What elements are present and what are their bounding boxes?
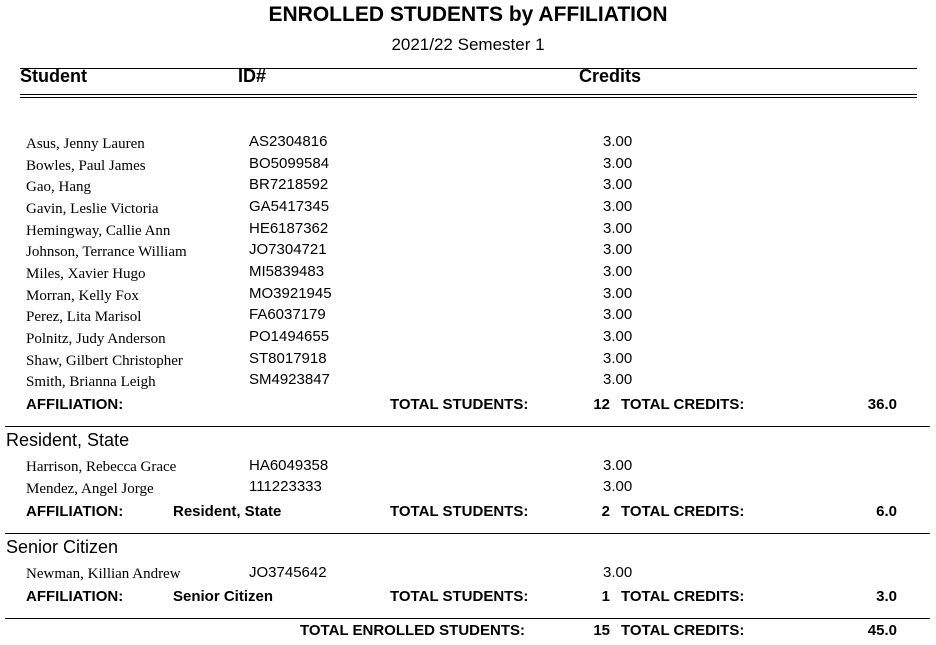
student-id: HE6187362 [249,220,329,237]
student-credits: 3.00 [603,457,633,474]
grand-total-credits-value: 45.0 [867,622,897,639]
student-credits: 3.00 [603,564,633,581]
total-credits-value: 36.0 [867,396,897,413]
student-credits: 3.00 [603,133,633,150]
total-students-value: 2 [601,503,610,520]
student-credits: 3.00 [603,328,633,345]
report-subtitle: 2021/22 Semester 1 [391,35,545,54]
total-credits-label: TOTAL CREDITS: [621,396,745,413]
group-divider [5,533,930,534]
affiliation-value: Resident, State [173,503,282,520]
student-credits: 3.00 [603,306,633,323]
student-name: Bowles, Paul James [26,158,146,174]
column-header-id: ID# [238,66,267,86]
student-credits: 3.00 [603,176,633,193]
student-id: BO5099584 [249,155,330,172]
group-heading: Senior Citizen [6,537,119,557]
student-id: ST8017918 [249,350,327,367]
student-credits: 3.00 [603,478,633,495]
group-divider [5,426,930,427]
total-credits-label: TOTAL CREDITS: [621,503,745,520]
total-enrolled-label: TOTAL ENROLLED STUDENTS: [300,622,525,639]
student-id: BR7218592 [249,176,329,193]
student-credits: 3.00 [603,371,633,388]
student-credits: 3.00 [603,241,633,258]
student-id: 111223333 [249,478,322,495]
grand-total-divider [5,618,930,619]
header-bottom-rule-2 [20,97,917,98]
student-name: Morran, Kelly Fox [26,288,139,304]
total-students-label: TOTAL STUDENTS: [390,396,529,413]
group-heading: Resident, State [6,430,130,450]
student-name: Gavin, Leslie Victoria [26,201,159,217]
column-header-student: Student [20,66,87,86]
student-id: AS2304816 [249,133,328,150]
student-name: Johnson, Terrance William [26,244,187,260]
student-id: GA5417345 [249,198,330,215]
student-name: Newman, Killian Andrew [26,566,181,582]
student-id: JO7304721 [249,241,327,258]
student-name: Mendez, Angel Jorge [26,481,154,497]
report-title: ENROLLED STUDENTS by AFFILIATION [268,3,668,26]
total-students-label: TOTAL STUDENTS: [390,588,529,605]
total-students-value: 1 [601,588,610,605]
student-credits: 3.00 [603,198,633,215]
student-id: JO3745642 [249,564,327,581]
student-name: Polnitz, Judy Anderson [26,331,166,347]
grand-total-credits-label: TOTAL CREDITS: [621,622,745,639]
total-credits-value: 3.0 [876,588,897,605]
student-credits: 3.00 [603,220,633,237]
affiliation-label: AFFILIATION: [26,588,124,605]
total-credits-value: 6.0 [876,503,897,520]
student-name: Harrison, Rebecca Grace [26,459,177,475]
student-credits: 3.00 [603,155,633,172]
student-id: PO1494655 [249,328,330,345]
student-id: MO3921945 [249,285,332,302]
student-id: SM4923847 [249,371,330,388]
student-name: Perez, Lita Marisol [26,309,142,325]
header-bottom-rule-1 [20,94,917,95]
student-name: Smith, Brianna Leigh [26,374,156,390]
total-students-label: TOTAL STUDENTS: [390,503,529,520]
affiliation-label: AFFILIATION: [26,396,124,413]
student-credits: 3.00 [603,263,633,280]
student-name: Hemingway, Callie Ann [26,223,171,239]
column-header-credits: Credits [579,66,642,86]
student-id: FA6037179 [249,306,326,323]
affiliation-label: AFFILIATION: [26,503,124,520]
student-name: Shaw, Gilbert Christopher [26,353,183,369]
total-students-value: 12 [593,396,610,413]
student-id: HA6049358 [249,457,329,474]
student-name: Asus, Jenny Lauren [26,136,145,152]
student-credits: 3.00 [603,350,633,367]
student-name: Gao, Hang [26,179,91,195]
affiliation-value: Senior Citizen [173,588,274,605]
student-credits: 3.00 [603,285,633,302]
total-credits-label: TOTAL CREDITS: [621,588,745,605]
total-enrolled-value: 15 [593,622,610,639]
student-name: Miles, Xavier Hugo [26,266,146,282]
header-top-rule [20,68,917,69]
student-id: MI5839483 [249,263,325,280]
